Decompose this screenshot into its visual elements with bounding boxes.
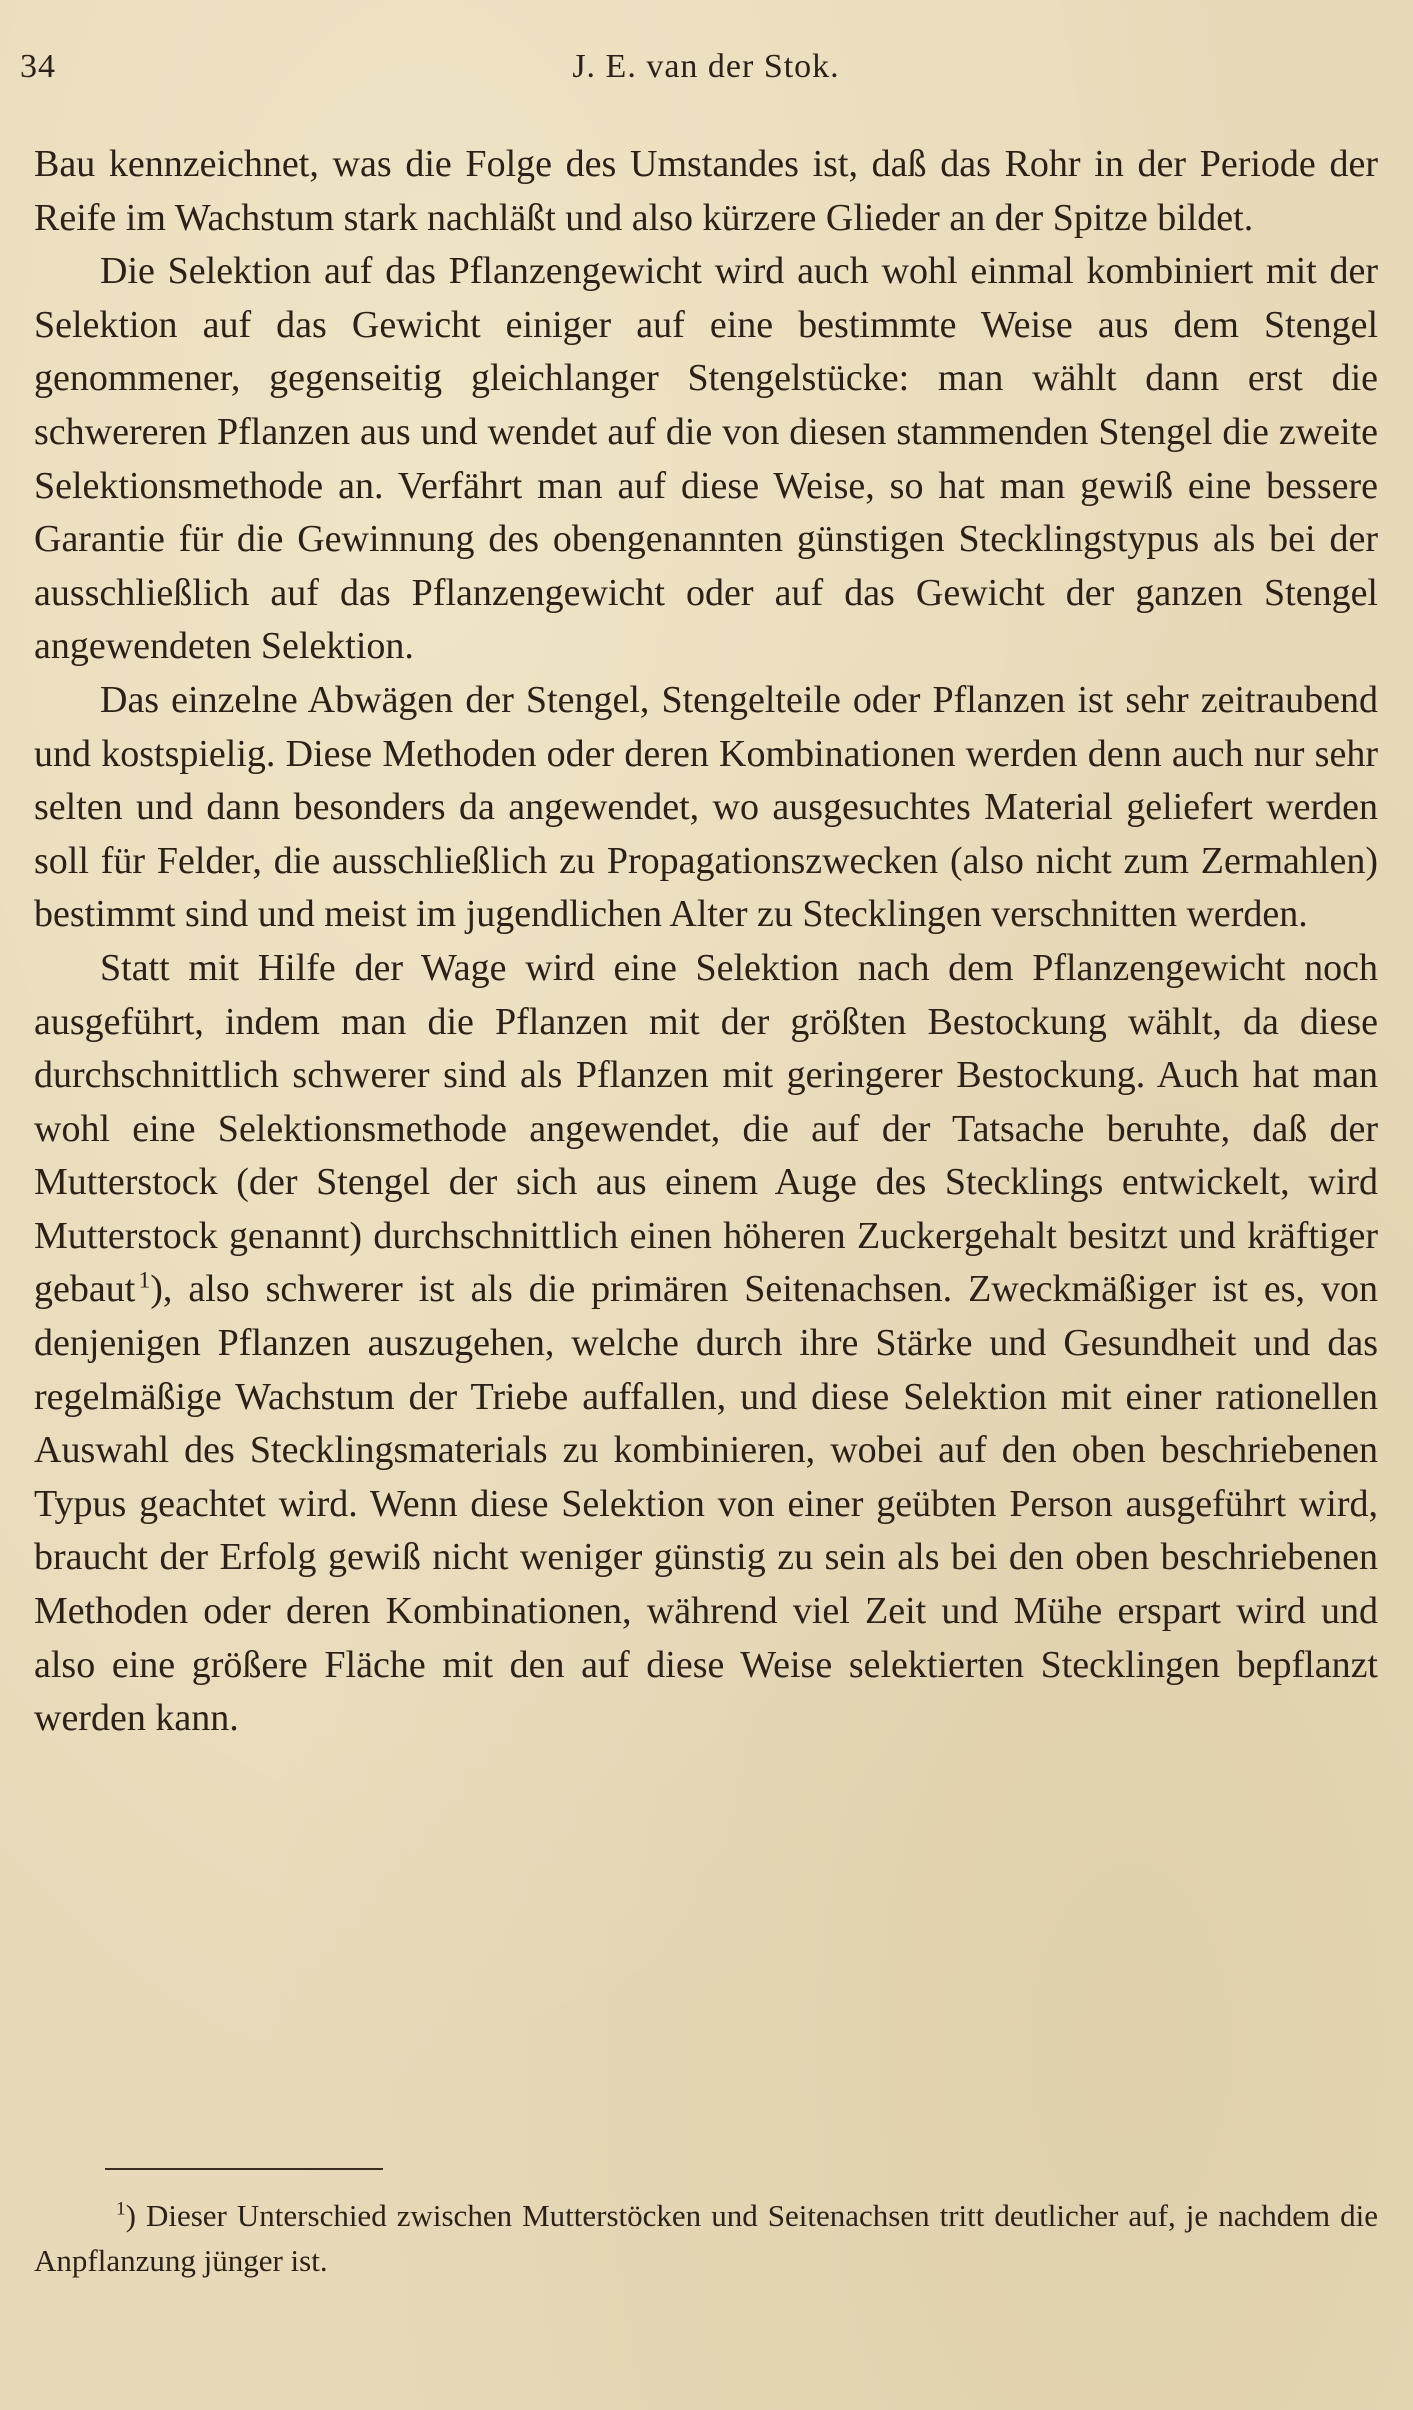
page-number: 34: [20, 48, 56, 85]
page-header: [20, 48, 1392, 98]
footnote-mark: 1: [116, 2198, 126, 2220]
paragraph-2: Die Selektion auf das Pflanzengewicht wird auch wohl einmal kombiniert mit der Selektion auf das Gewicht einiger auf eine bestimmte Weise aus dem Stengel genommener, gegenseitig gleichlanger Stengelstücke: man wählt dann erst die schwereren Pflanzen aus und wendet auf die von diesen stammenden Stengel die zweite Selektionsmethode an. Verfährt man auf diese Weise, so hat man gewiß eine bessere Garantie für die Gewinnung des obengenannten günstigen Stecklingstypus als bei der ausschließlich auf das Pflanzengewicht oder auf das Gewicht der ganzen Stengel angewendeten Selektion.: [34, 250, 1378, 668]
body-text: [34, 138, 1378, 1746]
footnote-reference: 1: [138, 1267, 151, 1294]
running-head: J. E. van der Stok.: [572, 48, 840, 85]
paragraph-4-text-after-note: ), also schwerer ist als die primären Seitenachsen. Zweckmäßiger ist es, von denjenigen Pflanzen auszugehen, welche durch ihre Stärke und Gesundheit und das regelmäßige Wachstum der Triebe auffallen, und diese Selektion mit einer rationellen Auswahl des Stecklingsmaterials zu kombinieren, wobei auf den oben beschriebenen Typus geachtet wird. Wenn diese Selektion von einer geübten Person ausgeführt wird, braucht der Erfolg gewiß nicht weniger günstig zu sein als bei den oben beschriebenen Methoden oder deren Kombinationen, während viel Zeit und Mühe erspart wird und also eine größere Fläche mit den auf diese Weise selektierten Stecklingen bepflanzt werden kann.: [34, 1268, 1378, 1740]
paragraph-1: Bau kennzeichnet, was die Folge des Umstandes ist, daß das Rohr in der Periode der Reife im Wachstum stark nachläßt und also kürzere Glieder an der Spitze bildet.: [34, 143, 1378, 239]
footnote-text: Dieser Unterschied zwischen Mutterstöcken und Seitenachsen tritt deutlicher auf, je nachdem die Anpflanzung jünger ist.: [34, 2198, 1378, 2278]
footnote: [34, 2193, 1378, 2283]
paragraph-3: Das einzelne Abwägen der Stengel, Stengelteile oder Pflanzen ist sehr zeitraubend und kostspielig. Diese Methoden oder deren Kombinationen werden denn auch nur sehr selten und dann besonders da angewendet, wo ausgesuchtes Material geliefert werden soll für Felder, die ausschließlich zu Propagationszwecken (also nicht zum Zermahlen) bestimmt sind und meist im jugendlichen Alter zu Stecklingen verschnitten werden.: [34, 678, 1378, 936]
footnote-mark-paren: ): [125, 2198, 136, 2233]
paragraph-4: [34, 942, 1378, 1746]
paragraph-4-text-before-note: Statt mit Hilfe der Wage wird eine Selektion nach dem Pflanzengewicht noch ausgeführt, indem man die Pflanzen mit der größten Bestockung wählt, da diese durchschnittlich schwerer sind als Pflanzen mit geringerer Bestockung. Auch hat man wohl eine Selektionsmethode angewendet, die auf der Tatsache beruhte, daß der Mutterstock (der Stengel der sich aus einem Auge des Stecklings entwickelt, wird Mutterstock genannt) durchschnittlich einen höheren Zuckergehalt besitzt und kräftiger gebaut: [34, 946, 1378, 1311]
footnote-divider: [105, 2168, 383, 2170]
